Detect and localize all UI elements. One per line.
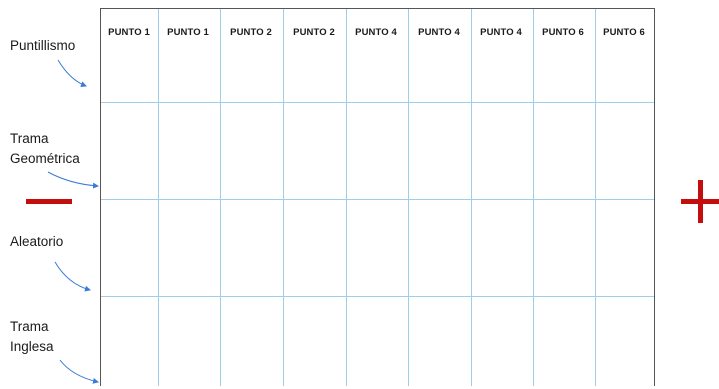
grid-column-divider [220, 9, 221, 386]
column-header: PUNTO 6 [603, 27, 645, 38]
grid-column-divider [595, 9, 596, 386]
column-header: PUNTO 2 [293, 27, 335, 38]
grid-column-divider [346, 9, 347, 386]
column-header: PUNTO 1 [167, 27, 209, 38]
grid-row-divider [101, 102, 654, 103]
column-header: PUNTO 6 [542, 27, 584, 38]
grid-row-divider [101, 199, 654, 200]
column-header: PUNTO 4 [480, 27, 522, 38]
column-header: PUNTO 4 [355, 27, 397, 38]
grid-column-divider [283, 9, 284, 386]
arrow-icon [58, 60, 86, 86]
plus-scale-marker-vertical [698, 180, 703, 223]
row-label-trama-geometrica: Trama Geométrica [10, 131, 80, 166]
arrow-icon [55, 262, 90, 290]
minus-scale-marker [26, 199, 72, 204]
column-header: PUNTO 4 [418, 27, 460, 38]
column-header: PUNTO 1 [108, 27, 150, 38]
row-label-aleatorio: Aleatorio [10, 234, 64, 249]
grid-column-divider [158, 9, 159, 386]
comparison-grid [100, 8, 655, 386]
grid-row-divider [101, 296, 654, 297]
row-label-puntillismo: Puntillismo [10, 38, 76, 53]
column-header: PUNTO 2 [230, 27, 272, 38]
row-label-trama-inglesa: Trama Inglesa [10, 319, 54, 354]
grid-column-divider [533, 9, 534, 386]
grid-column-divider [471, 9, 472, 386]
arrow-icon [48, 172, 98, 186]
arrow-icon [60, 360, 98, 382]
grid-column-divider [408, 9, 409, 386]
